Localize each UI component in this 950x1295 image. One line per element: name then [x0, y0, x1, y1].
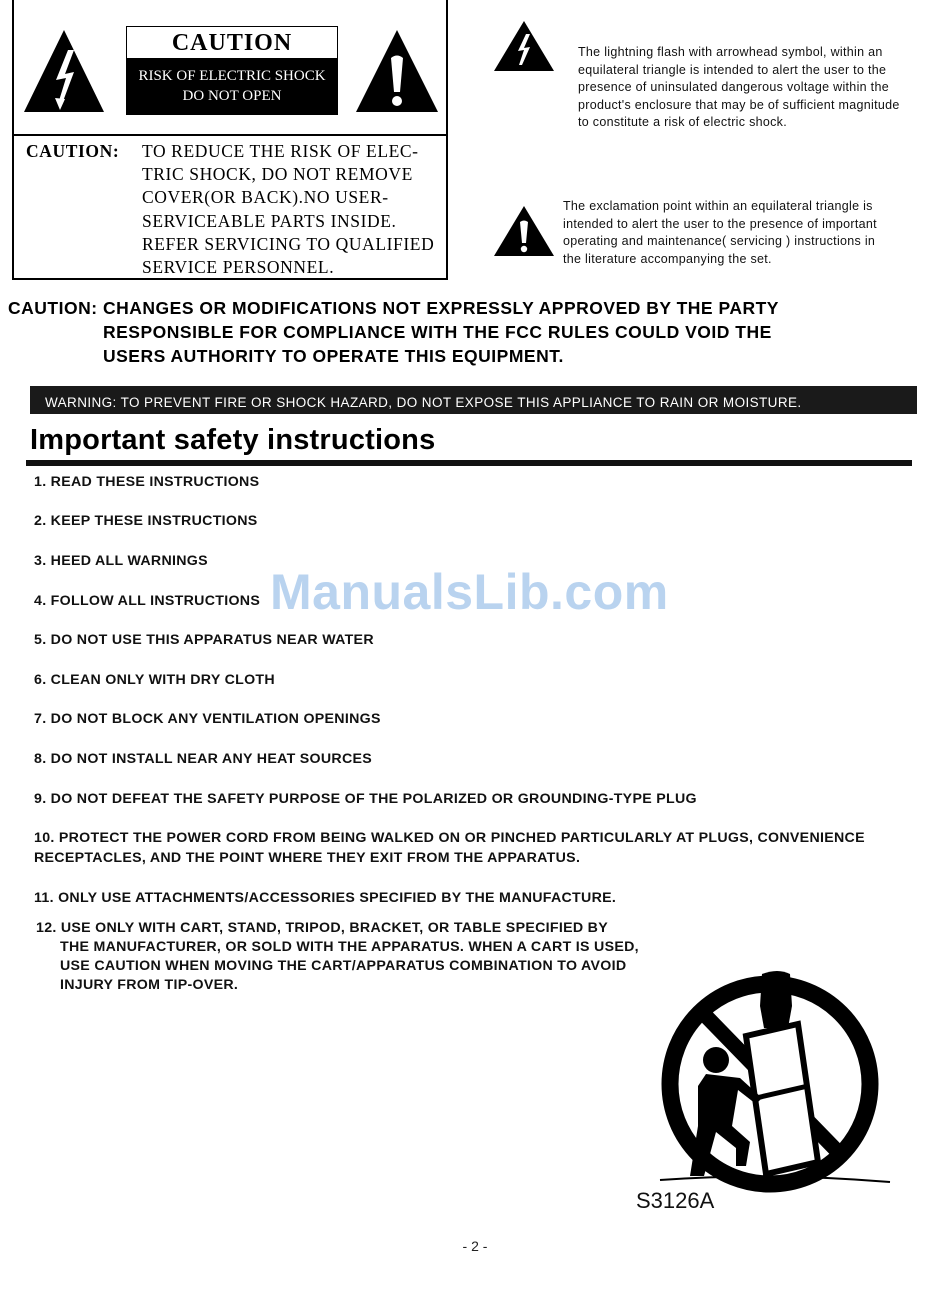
fcc-caution-lead: CAUTION:	[8, 298, 98, 318]
instruction-item: 4. FOLLOW ALL INSTRUCTIONS	[34, 593, 261, 609]
instruction-line: USE CAUTION WHEN MOVING THE CART/APPARATUS COMBINATION TO AVOID	[60, 958, 627, 974]
instruction-line: 10. PROTECT THE POWER CORD FROM BEING WALKED ON OR PINCHED PARTICULARLY AT PLUGS, CONVENIENCE	[34, 830, 865, 846]
section-title: Important safety instructions	[30, 424, 436, 456]
exclamation-warning-icon	[354, 28, 440, 114]
description-line: product's enclosure that may be of sufficient magnitude	[578, 97, 900, 112]
watermark: ManualsLib.com	[270, 564, 669, 620]
page-number: - 2 -	[462, 1238, 488, 1254]
caution-label-subtitle	[127, 58, 337, 114]
caution-label-line: DO NOT OPEN	[182, 88, 282, 104]
title-rule	[26, 460, 912, 466]
instruction-item-12	[36, 919, 639, 995]
caution-line: TO REDUCE THE RISK OF ELEC-	[142, 141, 419, 161]
instruction-item: 8. DO NOT INSTALL NEAR ANY HEAT SOURCES	[34, 751, 373, 767]
instruction-item: 7. DO NOT BLOCK ANY VENTILATION OPENINGS	[34, 711, 381, 727]
instruction-line: RECEPTACLES, AND THE POINT WHERE THEY EXIT FROM THE APPARATUS.	[34, 850, 581, 866]
caution-line: SERVICEABLE PARTS INSIDE.	[142, 210, 397, 231]
instruction-line: 12. USE ONLY WITH CART, STAND, TRIPOD, BRACKET, OR TABLE SPECIFIED BY	[36, 920, 608, 936]
caution-line: REFER SERVICING TO QUALIFIED	[142, 233, 435, 254]
fcc-caution-line: USERS AUTHORITY TO OPERATE THIS EQUIPMENT.	[103, 346, 564, 366]
description-line: equilateral triangle is intended to alert the user to the	[578, 62, 887, 77]
description-line: intended to alert the user to the presence of important	[563, 216, 877, 231]
fcc-caution-line: CHANGES OR MODIFICATIONS NOT EXPRESSLY APPROVED BY THE PARTY	[103, 298, 779, 318]
exclamation-symbol-icon	[493, 205, 555, 257]
fcc-caution-line: RESPONSIBLE FOR COMPLIANCE WITH THE FCC RULES COULD VOID THE	[103, 322, 772, 342]
caution-line: COVER(OR BACK).NO USER-	[142, 187, 389, 208]
lightning-symbol-icon	[493, 20, 555, 72]
instruction-item-10	[34, 828, 865, 868]
description-line: operating and maintenance( servicing ) instructions in	[563, 234, 876, 249]
warning-bar: WARNING: TO PREVENT FIRE OR SHOCK HAZARD, DO NOT EXPOSE THIS APPLIANCE TO RAIN OR MOISTURE.	[30, 386, 917, 414]
caution-divider	[14, 134, 446, 136]
instruction-item: 2. KEEP THESE INSTRUCTIONS	[34, 513, 258, 529]
caution-label-line: RISK OF ELECTRIC SHOCK	[138, 68, 326, 84]
instruction-item: 1. READ THESE INSTRUCTIONS	[34, 474, 260, 490]
caution-lead: CAUTION:	[26, 141, 120, 161]
instruction-item: 5. DO NOT USE THIS APPARATUS NEAR WATER	[34, 632, 374, 648]
instruction-line: THE MANUFACTURER, OR SOLD WITH THE APPARATUS. WHEN A CART IS USED,	[60, 939, 639, 955]
description-line: presence of uninsulated dangerous voltage within the	[578, 80, 889, 95]
caution-box	[12, 0, 448, 280]
exclamation-description	[563, 198, 877, 268]
model-number: S3126A	[636, 1188, 715, 1213]
instruction-item-11: 11. ONLY USE ATTACHMENTS/ACCESSORIES SPECIFIED BY THE MANUFACTURE.	[34, 890, 617, 906]
description-line: The exclamation point within an equilateral triangle is	[563, 199, 873, 213]
description-line: to constitute a risk of electric shock.	[578, 115, 788, 130]
instruction-line: INJURY FROM TIP-OVER.	[60, 977, 239, 993]
caution-line: SERVICE PERSONNEL.	[142, 257, 335, 278]
caution-line: TRIC SHOCK, DO NOT REMOVE	[142, 164, 413, 185]
instruction-item: 3. HEED ALL WARNINGS	[34, 553, 208, 569]
lightning-warning-icon	[22, 28, 106, 114]
lightning-description	[578, 44, 900, 132]
cart-tip-over-warning-icon	[640, 966, 900, 1196]
caution-label-title: CAUTION	[171, 30, 293, 56]
description-line: The lightning flash with arrowhead symbol, within an	[578, 45, 883, 59]
instruction-item: 6. CLEAN ONLY WITH DRY CLOTH	[34, 672, 275, 688]
caution-label	[126, 26, 338, 115]
description-line: the literature accompanying the set.	[563, 251, 772, 266]
instruction-item: 9. DO NOT DEFEAT THE SAFETY PURPOSE OF THE POLARIZED OR GROUNDING-TYPE PLUG	[34, 791, 697, 807]
